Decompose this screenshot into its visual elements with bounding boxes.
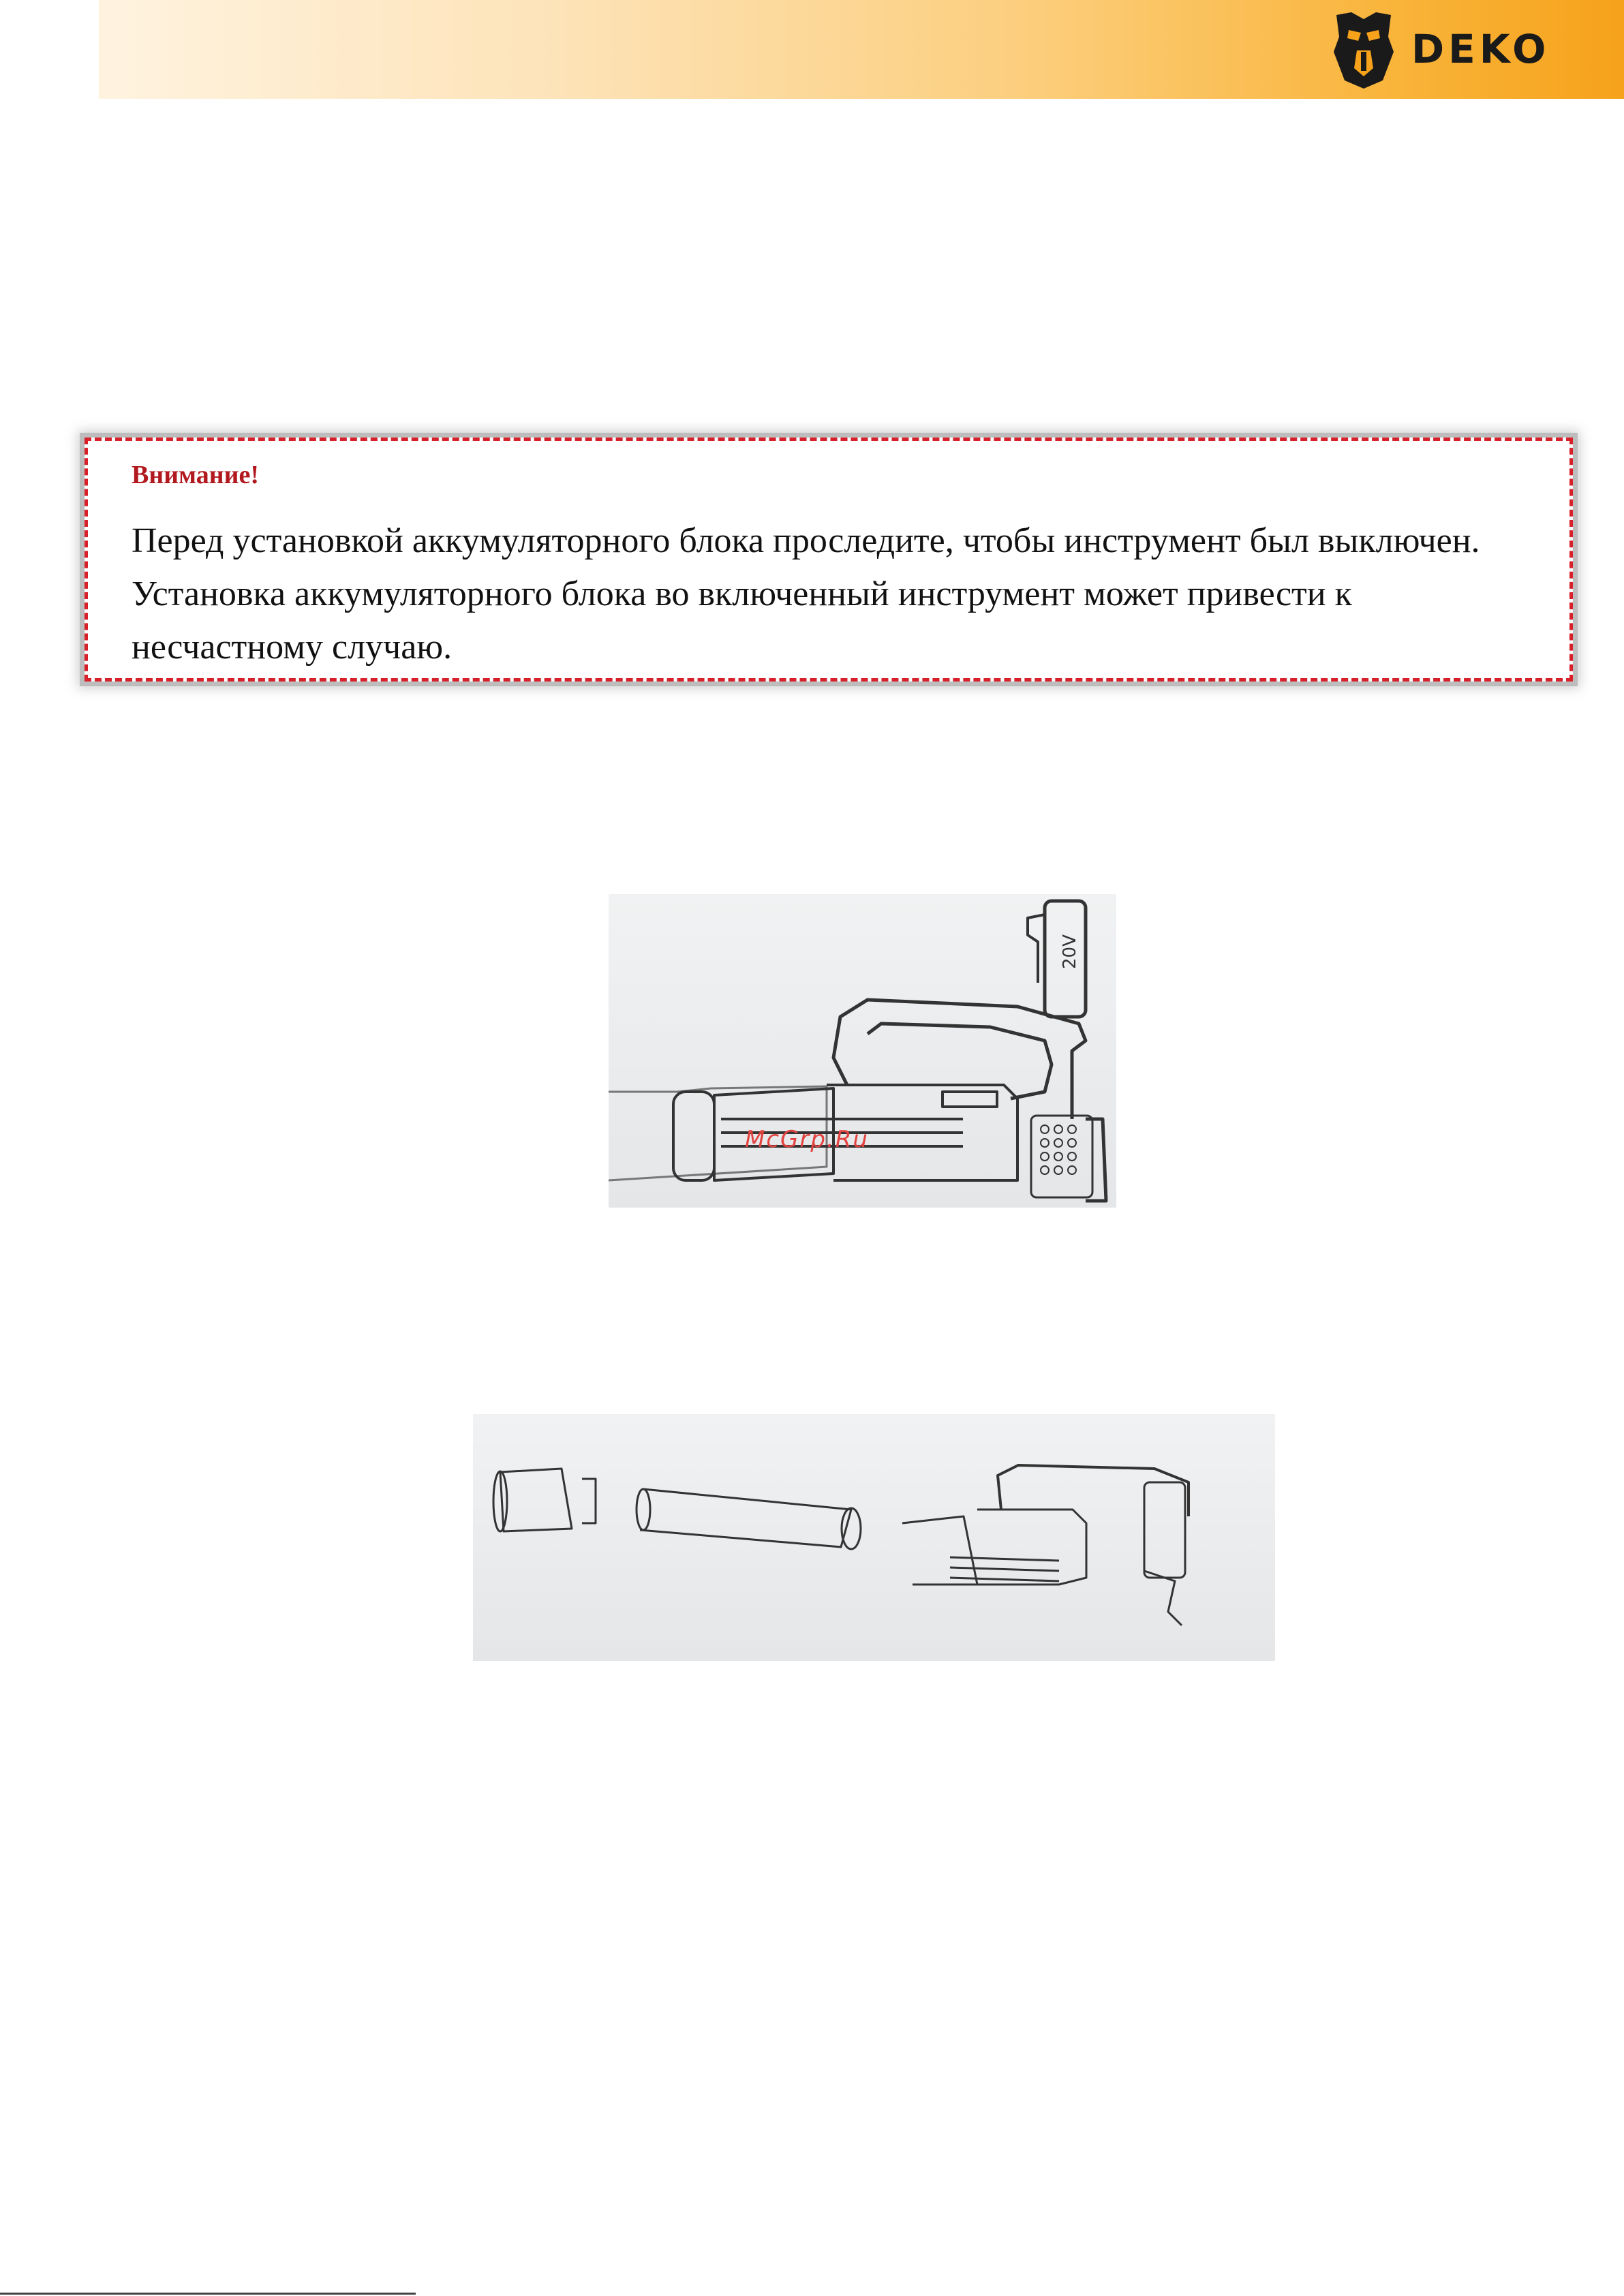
warning-text: Перед установкой аккумуляторного блока проследите, чтобы инструмент был выключен. Установка аккумуляторного блока во включенный инструмент может привести к несчастному случаю. (132, 521, 1480, 667)
deko-wordmark (1411, 30, 1589, 71)
figure-tube-assembly (473, 1414, 1275, 1661)
warning-title: Внимание! (132, 461, 260, 489)
battery-voltage-label: 20V (1060, 934, 1080, 969)
header-band (99, 0, 1624, 99)
brand-wordmark: DEKO (1411, 30, 1550, 71)
warning-box (85, 438, 1573, 682)
tube-assembly-drawing (473, 1414, 1275, 1661)
footer-rule (0, 2293, 416, 2295)
tool-battery-drawing (609, 894, 1116, 1208)
figure-battery-install (609, 894, 1116, 1208)
deko-mascot-icon (1331, 10, 1396, 91)
watermark: McGrp.Ru (745, 1126, 869, 1153)
deko-logo (1331, 10, 1610, 91)
